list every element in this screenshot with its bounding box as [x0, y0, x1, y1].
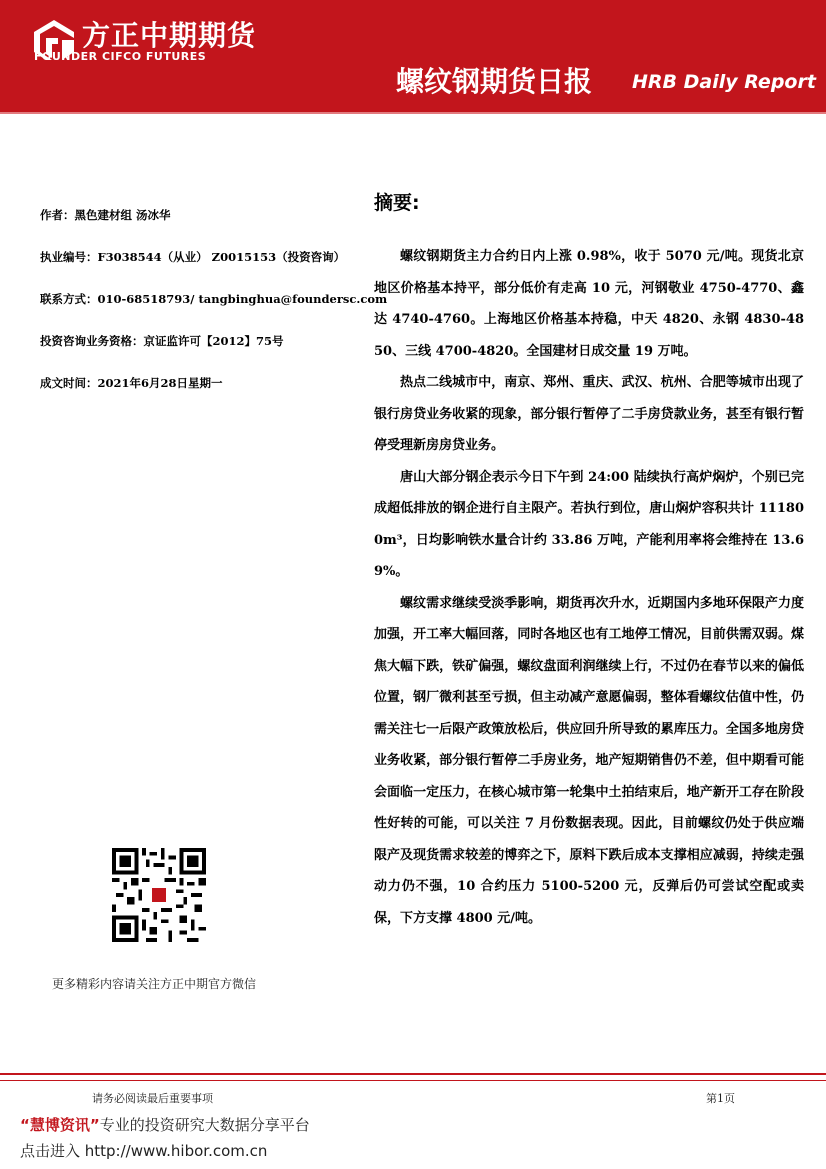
promo-slogan: 专业的投资研究大数据分享平台	[99, 1116, 310, 1134]
footer-divider	[0, 1073, 826, 1075]
qualification-line: 投资咨询业务资格：京证监许可【2012】75号	[40, 334, 284, 348]
logo-text-cn: 方正中期期货	[82, 19, 257, 52]
logo-text-en: FOUNDER CIFCO FUTURES	[34, 50, 207, 63]
report-title-cn: 螺纹钢期货日报	[396, 65, 593, 98]
promo-link[interactable]: 点击进入 http://www.hibor.com.cn	[20, 1142, 268, 1160]
wechat-qr-code-icon	[112, 848, 206, 942]
summary-paragraph: 唐山大部分钢企表示今日下午到 24:00 陆续执行高炉焖炉，个别已完成超低排放的钢企进行自主限产。若执行到位，唐山焖炉容积共计 111800m³，日均影响铁水量合计约 33.86 万吨，产能利用率将会维持在 13.69%。	[374, 469, 804, 579]
qr-caption: 更多精彩内容请关注方正中期官方微信	[52, 977, 257, 991]
footer-notice: 请务必阅读最后重要事项	[92, 1092, 213, 1105]
license-line: 执业编号：F3038544（从业） Z0015153（投资咨询）	[40, 250, 346, 264]
author-info	[40, 194, 388, 404]
report-title-en: HRB Daily Report	[632, 71, 816, 93]
promo-banner	[20, 1114, 310, 1135]
header-divider	[0, 112, 826, 114]
page-number: 第1页	[706, 1092, 735, 1105]
date-line: 成文时间：2021年6月28日星期一	[40, 376, 223, 390]
report-header	[0, 0, 826, 112]
summary-paragraph: 螺纹钢期货主力合约日内上涨 0.98%，收于 5070 元/吨。现货北京地区价格基本持平，部分低价有走高 10 元，河钢敬业 4750-4770、鑫达 4740-4760。上海地区价格基本持稳，中天 4820、永钢 4830-4850、三线 4700-4820。全国建材日成交量 19 万吨。	[374, 249, 804, 359]
summary-heading: 摘要:	[374, 192, 420, 214]
promo-brand: “慧博资讯”	[20, 1116, 100, 1134]
author-line: 作者：黑色建材组 汤冰华	[40, 208, 171, 222]
summary-paragraph: 螺纹需求继续受淡季影响，期货再次升水，近期国内多地环保限产力度加强，开工率大幅回落，同时各地区也有工地停工情况，目前供需双弱。煤焦大幅下跌，铁矿偏强，螺纹盘面利润继续上行，不过仍在春节以来的偏低位置，钢厂微利甚至亏损，但主动减产意愿偏弱，整体看螺纹估值中性，仍需关注七一后限产政策放松后，供应回升所导致的累库压力。全国多地房贷业务收紧，部分银行暂停二手房业务，地产短期销售仍不差，但中期看可能会面临一定压力，在核心城市第一轮集中土拍结束后，地产新开工存在阶段性好转的可能，可以关注 7 月份数据表现。因此，目前螺纹仍处于供应端限产及现货需求较差的博弈之下，原料下跌后成本支撑相应减弱，持续走强动力仍不强，10 合约压力 5100-5200 元，反弹后仍可尝试空配或卖保，下方支撑 4800 元/吨。	[374, 595, 804, 926]
contact-line: 联系方式：010-68518793/ tangbinghua@foundersc.com	[40, 292, 388, 306]
summary-body	[374, 241, 804, 934]
footer-divider-thin	[0, 1080, 826, 1081]
summary-paragraph: 热点二线城市中，南京、郑州、重庆、武汉、杭州、合肥等城市出现了银行房贷业务收紧的现象，部分银行暂停了二手房贷款业务，甚至有银行暂停受理新房房贷业务。	[374, 375, 804, 453]
